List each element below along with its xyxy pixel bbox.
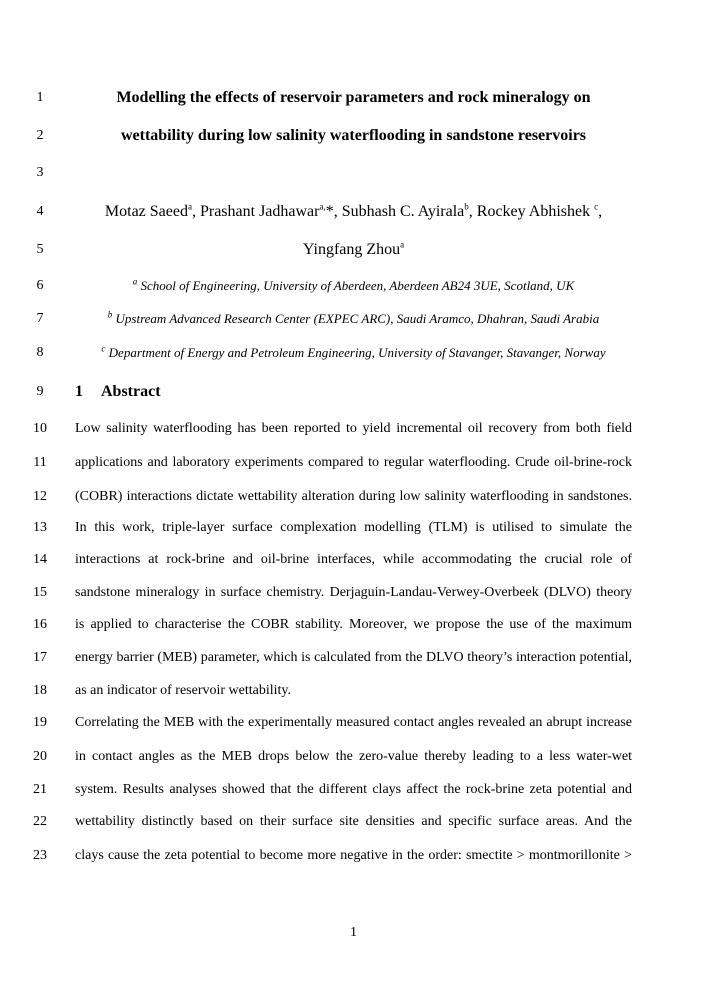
line-number: 17 [33, 650, 47, 665]
manuscript-line [0, 307, 707, 331]
manuscript-line [0, 380, 707, 404]
line-number: 20 [33, 749, 47, 764]
line-number: 7 [36, 311, 44, 326]
affil-text: Upstream Advanced Research Center (EXPEC ARC), Saudi Aramco, Dhahran, Saudi Arabia [112, 311, 600, 326]
author-affil-sup: b [464, 201, 469, 212]
line-number: 13 [33, 520, 47, 535]
line-number: 16 [33, 617, 47, 632]
manuscript-line [0, 238, 707, 262]
abstract-line: Correlating the MEB with the experimentally measured contact angles revealed an abrupt increase [75, 715, 632, 730]
author-name: Prashant Jadhawar [199, 203, 320, 220]
section-number: 1 [75, 383, 83, 400]
manuscript-line [0, 778, 707, 802]
line-number: 9 [36, 384, 44, 399]
page-number: 1 [350, 925, 357, 940]
line-number: 1 [36, 90, 44, 105]
manuscript-line [0, 124, 707, 148]
author-affil-sup: a, [319, 201, 326, 212]
author-name: Subhash C. Ayirala [341, 203, 465, 220]
manuscript-line [0, 200, 707, 224]
author-name: Motaz Saeed [104, 203, 188, 220]
abstract-line: applications and laboratory experiments compared to regular waterflooding. Crude oil-brine-rock [75, 455, 632, 470]
author-list [75, 200, 632, 224]
line-number: 22 [33, 814, 47, 829]
abstract-line: system. Results analyses showed that the different clays affect the rock-brine zeta potential and [75, 782, 632, 797]
manuscript-line [0, 581, 707, 605]
manuscript-line [0, 451, 707, 475]
manuscript-line [0, 613, 707, 637]
line-number: 15 [33, 585, 47, 600]
abstract-line: (COBR) interactions dictate wettability alteration during low salinity waterflooding in sandstones. [75, 489, 632, 504]
line-number: 21 [33, 782, 47, 797]
manuscript-line [0, 341, 707, 365]
author-name: Yingfang Zhou [302, 241, 401, 258]
manuscript-line [0, 711, 707, 735]
section-heading [75, 380, 632, 404]
manuscript-line [0, 86, 707, 110]
title-line-1: Modelling the effects of reservoir parameters and rock mineralogy on [116, 89, 591, 106]
author-affil-sup: a [400, 239, 405, 250]
abstract-line: wettability distinctly based on their surface site densities and specific surface areas. And the [75, 814, 632, 829]
affiliation-a [75, 274, 632, 298]
abstract-line: as an indicator of reservoir wettability. [75, 683, 292, 698]
author-name: Rockey Abhishek [476, 203, 595, 220]
abstract-line: In this work, triple-layer surface complexation modelling (TLM) is utilised to simulate the [75, 520, 632, 535]
abstract-line: clays cause the zeta potential to become more negative in the order: smectite > montmorillonite > [75, 848, 632, 863]
line-number: 3 [36, 165, 44, 180]
line-number: 2 [36, 128, 44, 143]
manuscript-line [0, 810, 707, 834]
affil-sup: c [101, 343, 106, 354]
line-number: 6 [36, 278, 44, 293]
line-number: 19 [33, 715, 47, 730]
author-sep: , [468, 203, 477, 220]
manuscript-line [0, 745, 707, 769]
line-number: 10 [33, 421, 47, 436]
line-number: 12 [33, 489, 47, 504]
line-number: 14 [33, 552, 47, 567]
author-list-cont [75, 238, 632, 262]
affil-text: Department of Energy and Petroleum Engineering, University of Stavanger, Stavanger, Norway [105, 345, 606, 360]
affiliation-b [75, 307, 632, 331]
abstract-line: interactions at rock-brine and oil-brine interfaces, while accommodating the crucial role of [75, 552, 632, 567]
corresponding-mark: * [325, 203, 334, 220]
abstract-line: energy barrier (MEB) parameter, which is calculated from the DLVO theory’s interaction potential, [75, 650, 632, 665]
line-number: 11 [33, 455, 47, 470]
line-number: 8 [36, 345, 44, 360]
manuscript-line [0, 516, 707, 540]
author-sep: , [333, 203, 342, 220]
author-sep: , [191, 203, 200, 220]
line-number: 4 [36, 204, 44, 219]
manuscript-line [0, 161, 707, 185]
abstract-line: in contact angles as the MEB drops below the zero-value thereby leading to a less water-wet [75, 749, 632, 764]
abstract-line: is applied to characterise the COBR stability. Moreover, we propose the use of the maximum [75, 617, 632, 632]
affil-sup: b [107, 309, 113, 320]
abstract-line: Low salinity waterflooding has been reported to yield incremental oil recovery from both field [75, 421, 632, 436]
section-title: Abstract [101, 383, 161, 400]
manuscript-line [0, 417, 707, 441]
line-number: 5 [36, 242, 44, 257]
manuscript-line [0, 274, 707, 298]
author-sep: , [598, 203, 603, 220]
affiliation-c [75, 341, 632, 365]
manuscript-line [0, 679, 707, 703]
affil-sup: a [132, 276, 138, 287]
title-line-2: wettability during low salinity waterflooding in sandstone reservoirs [120, 127, 587, 144]
manuscript-line [0, 646, 707, 670]
author-affil-sup: c [594, 201, 599, 212]
manuscript-line [0, 844, 707, 868]
abstract-line: sandstone mineralogy in surface chemistry. Derjaguin-Landau-Verwey-Overbeek (DLVO) theory [75, 585, 632, 600]
manuscript-line [0, 548, 707, 572]
author-affil-sup: a [187, 201, 192, 212]
line-number: 18 [33, 683, 47, 698]
affil-text: School of Engineering, University of Aberdeen, Aberdeen AB24 3UE, Scotland, UK [137, 278, 575, 293]
line-number: 23 [33, 848, 47, 863]
manuscript-line [0, 485, 707, 509]
